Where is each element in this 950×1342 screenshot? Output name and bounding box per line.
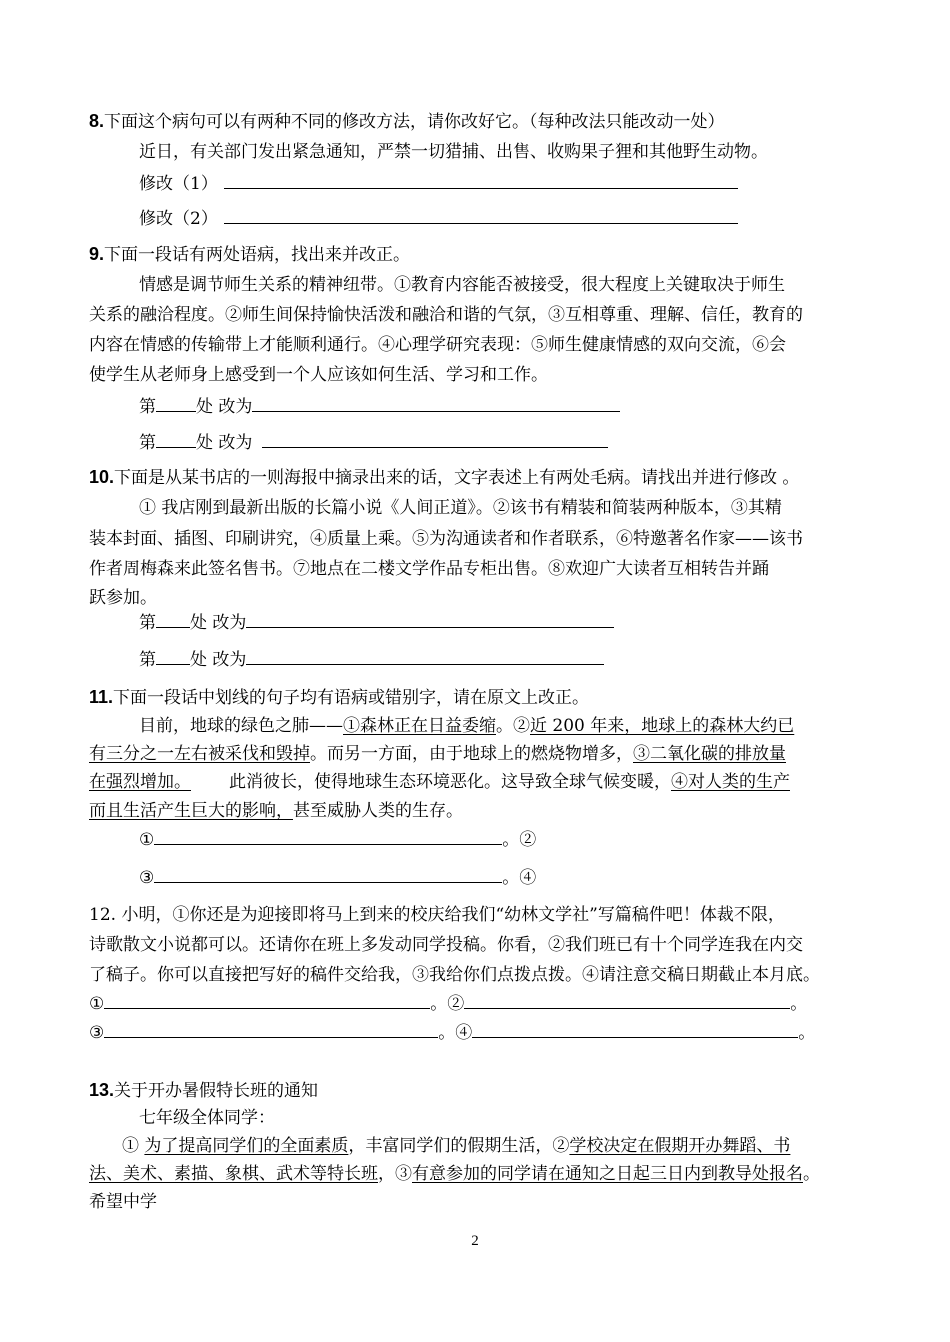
- q10-number: 10.: [89, 467, 115, 487]
- q8-fix1-blank[interactable]: [224, 172, 738, 189]
- q13-title: 13.关于开办暑假特长班的通知: [89, 1080, 319, 1101]
- q11-prompt: 11.下面一段话中划线的句子均有语病或错别字，请在原文上改正。: [89, 687, 590, 708]
- q10-answer-1: 第 处 改为: [139, 611, 614, 634]
- q11-answer-row-2: ③ 。④: [139, 868, 537, 888]
- q11-answer-row-1: ① 。②: [139, 830, 537, 850]
- q13-salutation: 七年级全体同学：: [139, 1108, 275, 1128]
- q12-answer-1-blank[interactable]: [104, 992, 430, 1009]
- q12-answer-row-2: ③ 。④ 。: [89, 1023, 816, 1043]
- q11-sentence-2-cont: 有三分之一左右被采伐和毁掉: [89, 744, 310, 764]
- q11-line-2: 有三分之一左右被采伐和毁掉。而另一方面，由于地球上的燃烧物增多，③二氧化碳的排放量: [89, 744, 786, 764]
- q13-sentence-1: 为了提高同学们的全面素质: [144, 1136, 349, 1156]
- q10-ans1-fix-blank[interactable]: [246, 611, 614, 628]
- q11-sentence-4-cont: 而且生活产生巨大的影响，: [89, 801, 293, 821]
- q12-answer-2-blank[interactable]: [464, 992, 790, 1009]
- q12-answer-4-blank[interactable]: [472, 1021, 798, 1038]
- q10-line-3: 作者周梅森来此签名售书。⑦地点在二楼文学作品专柜出售。⑧欢迎广大读者互相转告并踊: [89, 559, 769, 579]
- q12-line-2: 诗歌散文小说都可以。还请你在班上多发动同学投稿。你看，②我们班已有十个同学连我在内交: [89, 935, 803, 955]
- q12-answer-row-1: ① 。② 。: [89, 994, 808, 1014]
- q10-ans2-fix-blank[interactable]: [246, 648, 604, 665]
- q10-prompt: 10.下面是从某书店的一则海报中摘录出来的话，文字表述上有两处毛病。请找出并进行修改 。: [89, 467, 800, 488]
- q9-line-2: 关系的融洽程度。②师生间保持愉快活泼和融洽和谐的气氛，③互相尊重、理解、信任，教育的: [89, 305, 803, 325]
- q8-number: 8.: [89, 111, 105, 131]
- q9-line-3: 内容在情感的传输带上才能顺利通行。④心理学研究表现：⑤师生健康情感的双向交流，⑥会: [89, 335, 786, 355]
- q11-answer-3-blank[interactable]: [154, 866, 502, 883]
- q10-ans2-place-blank[interactable]: [156, 648, 190, 665]
- q11-answer-1-blank[interactable]: [154, 828, 502, 845]
- q9-answer-2: 第 处 改为: [139, 431, 608, 454]
- q13-sentence-2-cont: 法、美术、素描、象棋、武术等特长班: [89, 1164, 378, 1184]
- q8-fix1: 修改（1）: [139, 172, 738, 195]
- q13-sentence-2: 学校决定在假期开办舞蹈、书: [569, 1136, 791, 1156]
- q8-sentence: 近日，有关部门发出紧急通知，严禁一切猎捕、出售、收购果子狸和其他野生动物。: [139, 142, 768, 162]
- q13-signature: 希望中学: [89, 1192, 157, 1212]
- q11-sentence-3-cont: 在强烈增加。: [89, 772, 191, 792]
- q12-line-3: 了稿子。你可以直接把写好的稿件交给我，③我给你们点拨点拨。④请注意交稿日期截止本月底。: [89, 965, 820, 985]
- q11-sentence-2: 近 200 年来，地球上的森林大约已: [530, 716, 795, 736]
- q11-sentence-4: ④对人类的生产: [671, 772, 790, 792]
- q11-number: 11.: [89, 687, 114, 707]
- q9-line-4: 使学生从老师身上感受到一个人应该如何生活、学习和工作。: [89, 365, 548, 385]
- q11-line-1: 目前，地球的绿色之肺——①森林正在日益委缩。②近 200 年来，地球上的森林大约已: [139, 716, 795, 736]
- q10-line-1: ① 我店刚到最新出版的长篇小说《人间正道》。②该书有精装和简装两种版本，③其精: [139, 498, 782, 518]
- q11-sentence-1: ①森林正在日益委缩: [343, 716, 496, 736]
- q11-sentence-3: ③二氧化碳的排放量: [633, 744, 786, 764]
- q11-line-4: 而且生活产生巨大的影响，甚至威胁人类的生存。: [89, 801, 463, 821]
- q12-number: 12. 小明，: [89, 905, 173, 925]
- q12-answer-3-blank[interactable]: [104, 1021, 438, 1038]
- q9-line-1: 情感是调节师生关系的精神纽带。①教育内容能否被接受，很大程度上关键取决于师生: [139, 275, 785, 295]
- q8-fix2-blank[interactable]: [224, 207, 738, 224]
- q11-line-3: 在强烈增加。 此消彼长，使得地球生态环境恶化。这导致全球气候变暖，④对人类的生产: [89, 772, 790, 792]
- q13-line-1: ① 为了提高同学们的全面素质，丰富同学们的假期生活，②学校决定在假期开办舞蹈、书: [122, 1136, 791, 1156]
- q8-fix2: 修改（2）: [139, 207, 738, 230]
- q9-ans2-fix-blank[interactable]: [262, 431, 608, 448]
- q13-number: 13.: [89, 1080, 115, 1100]
- q9-prompt: 9.下面一段话有两处语病，找出来并改正。: [89, 244, 411, 265]
- q10-line-4: 跃参加。: [89, 588, 157, 608]
- q9-number: 9.: [89, 244, 105, 264]
- q10-ans1-place-blank[interactable]: [156, 611, 190, 628]
- q10-answer-2: 第 处 改为: [139, 648, 604, 671]
- q13-sentence-3: 有意参加的同学请在通知之日起三日内到教导处报名: [412, 1164, 803, 1184]
- q9-answer-1: 第 处 改为: [139, 395, 620, 418]
- page-number: 2: [471, 1233, 479, 1249]
- q9-ans1-fix-blank[interactable]: [252, 395, 620, 412]
- q10-line-2: 装本封面、插图、印刷讲究，④质量上乘。⑤为沟通读者和作者联系，⑥特邀著名作家——该书: [89, 529, 803, 549]
- q13-line-2: 法、美术、素描、象棋、武术等特长班，③有意参加的同学请在通知之日起三日内到教导处报名。: [89, 1164, 820, 1184]
- q9-ans1-place-blank[interactable]: [156, 395, 196, 412]
- q8-prompt: 8.下面这个病句可以有两种不同的修改方法，请你改好它。（每种改法只能改动一处）: [89, 111, 725, 132]
- q9-ans2-place-blank[interactable]: [156, 431, 196, 448]
- q12-line-1: 12. 小明，①你还是为迎接即将马上到来的校庆给我们“幼林文学社”写篇稿件吧！体裁不限，: [89, 905, 785, 925]
